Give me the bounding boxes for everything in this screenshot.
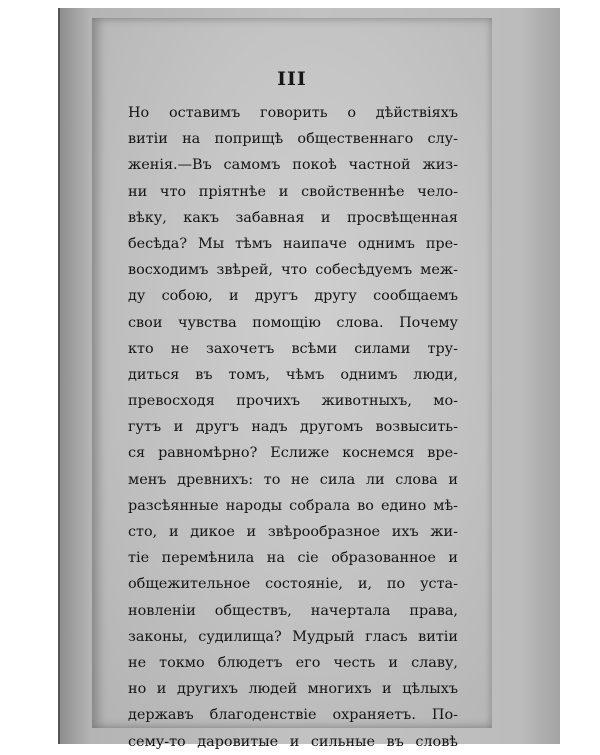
text-line: кто не захочетъ всѣми силами тру- (128, 340, 458, 357)
text-line: вѣку, какъ забавная и просвѣщенная (128, 209, 458, 226)
page-body-text (128, 100, 458, 755)
text-line: ни что пріятнѣе и свойственнѣе чело- (128, 183, 458, 200)
text-line: ся равномѣрно? Еслиже коснемся вре- (128, 445, 458, 462)
text-line: Но оставимъ говорить о дѣйствіяхъ (128, 105, 458, 121)
text-line: тіе перемѣнила на сіе образованное и (128, 550, 458, 567)
text-line: менъ древнихъ: то не сила ли слова и (128, 471, 458, 488)
text-line: державъ благоденствіе охраняетъ. По- (128, 707, 458, 724)
text-line: не токмо блюдетъ его честь и славу, (128, 654, 458, 671)
text-line: диться въ томъ, чѣмъ однимъ люди, (128, 366, 458, 383)
book-page (92, 18, 492, 750)
text-line: сему-то даровитые и сильные въ словѣ (128, 733, 458, 750)
text-line: разсѣянные народы собрала во едино мѣ- (128, 497, 458, 514)
page-number: III (277, 68, 307, 90)
text-line: ду собою, и другъ другу сообщаемъ (128, 288, 458, 305)
text-line: женія.—Въ самомъ покоѣ частной жиз- (128, 157, 458, 174)
text-line: законы, судилища? Мудрый гласъ витіи (128, 628, 458, 645)
text-line: восходимъ звѣрей, что собесѣдуемъ меж- (128, 262, 458, 279)
text-line: бесѣда? Мы тѣмъ наипаче однимъ пре- (128, 235, 458, 252)
text-line: сто, и дикое и звѣрообразное ихъ жи- (128, 524, 458, 540)
text-line: новленіи обществъ, начертала права, (128, 602, 458, 619)
text-line: общежительное состояніе, и, по уста- (128, 576, 458, 593)
text-line: гутъ и другъ надъ другомъ возвысить- (128, 419, 458, 436)
text-line: свои чувства помощію слова. Почему (128, 314, 458, 331)
text-line: превосходя прочихъ животныхъ, мо- (128, 393, 458, 410)
text-line: витіи на поприщѣ общественнаго слу- (128, 131, 458, 148)
text-line: но и другихъ людей многихъ и цѣлыхъ (128, 681, 458, 698)
